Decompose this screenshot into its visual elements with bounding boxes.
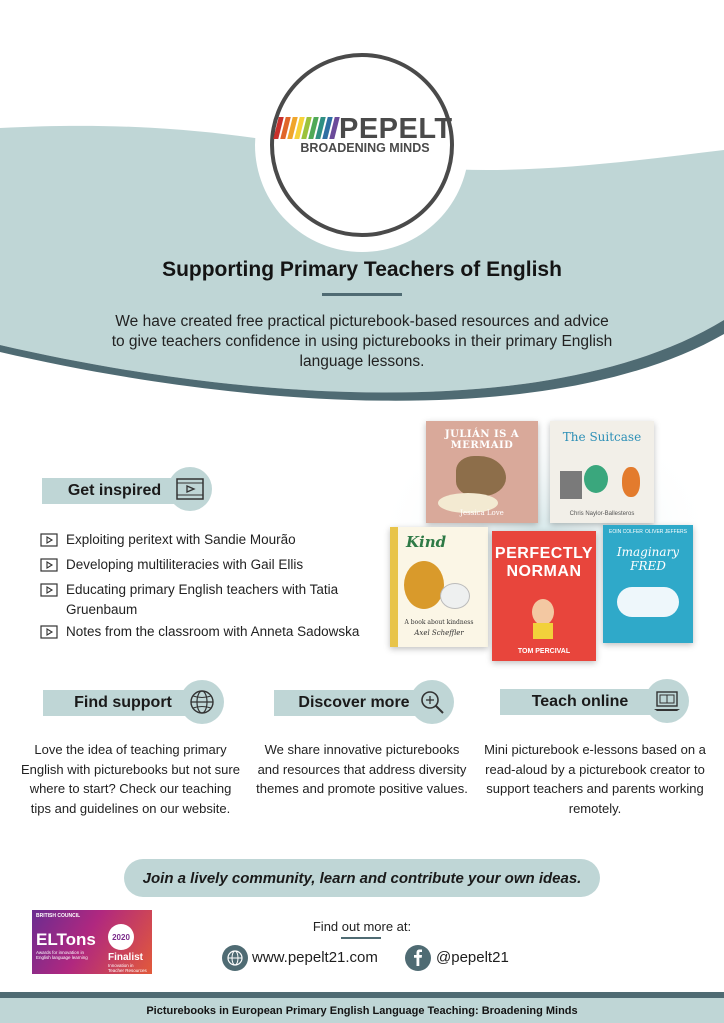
book-cover-julian: JULIÁN IS A MERMAID Jessica Love [426,421,538,523]
list-item[interactable]: Exploiting peritext with Sandie Mourão [40,530,360,553]
intro-text: We have created free practical picturebook-based resources and advice to give teachers confidence in using picturebooks in their primary English language lessons. [111,313,613,370]
inspired-list [40,530,360,647]
book-cover-suitcase: The Suitcase Chris Naylor-Ballesteros [550,421,654,523]
book-cover-imaginary-fred: EOIN COLFER OLIVER JEFFERS Imaginary FRED [603,525,693,643]
book-cover-perfectly-norman: PERFECTLY NORMAN TOM PERCIVAL [492,531,596,661]
facebook-icon [405,945,431,971]
book-illustration [456,456,506,496]
book-illustration [584,465,608,493]
book-illustration [622,467,640,497]
teach-online-text: Mini picturebook e-lessons based on a read-aloud by a picturebook creator to support teachers and parents working remotely. [484,742,706,816]
video-icon [40,533,60,553]
video-icon [40,583,60,603]
video-icon[interactable] [168,467,212,511]
video-icon [40,558,60,578]
title-underline [322,293,402,296]
teach-online-label: Teach online [500,689,660,715]
find-support-label: Find support [43,690,203,716]
magnifier-icon[interactable] [410,680,454,724]
book-illustration [533,623,553,639]
video-icon [40,625,60,645]
list-item[interactable]: Developing multiliteracies with Gail Ellis [40,555,360,578]
list-item[interactable]: Notes from the classroom with Anneta Sadowska [40,622,360,645]
globe-icon[interactable] [180,680,224,724]
website-link[interactable]: www.pepelt21.com [252,949,378,966]
globe-icon [222,945,248,971]
laptop-icon[interactable] [645,679,689,723]
social-handle-link[interactable]: @pepelt21 [436,949,509,966]
find-support-text: Love the idea of teaching primary English with picturebooks but not sure where to start? Check our teaching tips and guidelines on our website. [21,742,240,816]
list-item[interactable]: Educating primary English teachers with Tatia Gruenbaum [40,580,360,620]
book-illustration [404,561,444,609]
footer-text: Picturebooks in European Primary English Language Teaching: Broadening Minds [0,998,724,1023]
book-illustration [532,599,554,625]
join-banner[interactable]: Join a lively community, learn and contribute your own ideas. [124,859,600,897]
discover-more-label: Discover more [274,690,434,716]
find-out-more-label: Find out more at: [312,919,412,934]
book-illustration [560,471,582,499]
eltons-award-badge: BRITISH COUNCIL ELTons Awards for innovation in English language learning 2020 Finalist Innovation in Teacher Resources [32,910,152,974]
logo-title: PEPELT [339,113,453,145]
book-illustration [440,583,470,609]
logo-color-bars [276,117,337,139]
book-cover-kind: Kind A book about kindness Axel Scheffler [390,527,488,647]
get-inspired-label: Get inspired [42,478,187,504]
page-title: Supporting Primary Teachers of English [162,258,562,281]
contact-underline [341,937,381,939]
book-illustration [617,587,679,617]
logo-subtitle: BROADENING MINDS [300,141,430,155]
discover-more-text: We share innovative picturebooks and resources that address diversity themes and promote positive values. [256,742,468,796]
